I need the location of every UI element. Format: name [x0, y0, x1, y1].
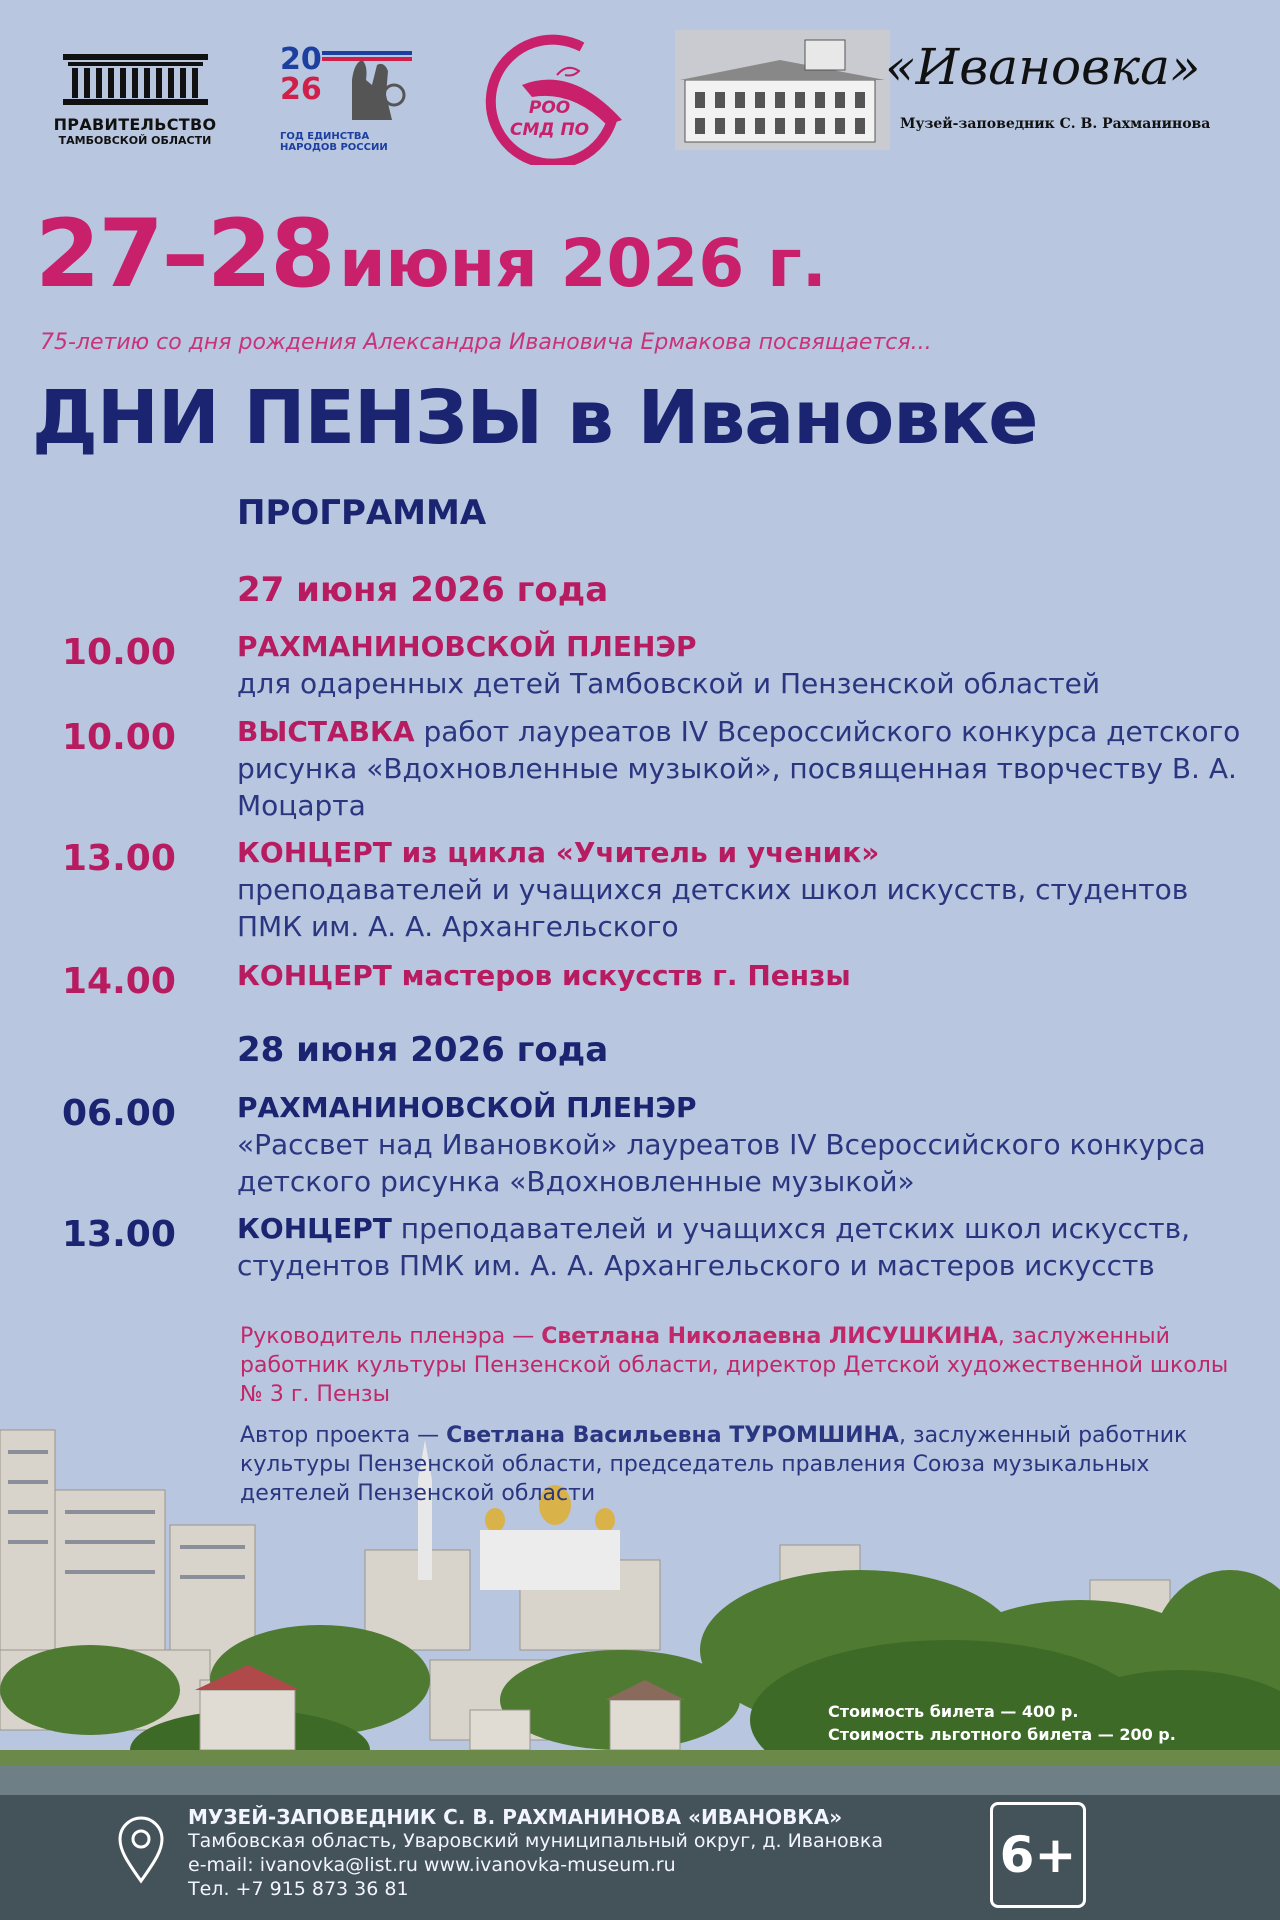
- museum-house-icon: [675, 30, 890, 150]
- event-time: 13.00: [62, 838, 176, 879]
- event-time: 10.00: [62, 717, 176, 758]
- government-logo: [45, 52, 225, 152]
- event-date-days: 27–28: [35, 200, 334, 309]
- museum-subtitle: Музей-заповедник С. В. Рахманинова: [900, 116, 1211, 132]
- event-title: РАХМАНИНОВСКОЙ ПЛЕНЭР: [237, 630, 697, 663]
- year-caption: [280, 131, 388, 153]
- event-dates: [35, 200, 827, 309]
- event-text: преподавателей и учащихся детских школ искусств, студентов ПМК им. А. А. Архангельского и мастеров искусств: [237, 1212, 1191, 1282]
- location-pin-icon: [116, 1815, 166, 1885]
- credit-project-author: [240, 1421, 1250, 1508]
- day1-heading: 27 июня 2026 года: [237, 570, 609, 610]
- event-date-month-year: июня 2026 г.: [339, 225, 827, 302]
- footer-museum-name: МУЗЕЙ-ЗАПОВЕДНИК С. В. РАХМАНИНОВА «ИВАНОВКА»: [188, 1805, 843, 1829]
- footer-contacts: [188, 1805, 883, 1901]
- event-time: 10.00: [62, 632, 176, 673]
- museum-name: «Ивановка»: [885, 38, 1201, 96]
- gov-logo-line2: ТАМБОВСКОЙ ОБЛАСТИ: [58, 134, 212, 147]
- event-item: [237, 1210, 1257, 1284]
- year-caption-line1: ГОД ЕДИНСТВА: [280, 131, 370, 142]
- credit1-prefix: Руководитель пленэра —: [240, 1324, 542, 1349]
- event-text: «Рассвет над Ивановкой» лауреатов IV Всероссийского конкурса детского рисунка «Вдохновленные музыкой»: [237, 1128, 1206, 1198]
- credit2-name: Светлана Васильевна ТУРОМШИНА: [446, 1423, 899, 1448]
- government-building-icon: [58, 52, 213, 107]
- credit-plein-air-leader: [240, 1322, 1250, 1409]
- event-text: для одаренных детей Тамбовской и Пензенской областей: [237, 667, 1101, 700]
- event-time: 13.00: [62, 1214, 176, 1255]
- footer-address: Тамбовская область, Уваровский муниципальный округ, д. Ивановка: [188, 1830, 883, 1852]
- event-title: РАХМАНИНОВСКОЙ ПЛЕНЭР: [237, 1091, 697, 1124]
- monument-icon: [322, 45, 412, 123]
- credit2-rest: , заслуженный работник культуры Пензенской области, председатель правления Союза музыкальных деятелей Пензенской области: [240, 1423, 1188, 1506]
- age-rating-badge: 6+: [990, 1802, 1086, 1908]
- roo-smd-logo-icon: [462, 25, 627, 165]
- roo-line1: РОО: [528, 98, 571, 118]
- footer-contacts-line: e-mail: ivanovka@list.ru www.ivanovka-museum.ru: [188, 1854, 676, 1876]
- event-title: КОНЦЕРТ мастеров искусств г. Пензы: [237, 959, 851, 992]
- credit1-name: Светлана Николаевна ЛИСУШКИНА: [541, 1324, 998, 1349]
- event-time: 06.00: [62, 1093, 176, 1134]
- year-caption-line2: НАРОДОВ РОССИИ: [280, 142, 388, 153]
- program-heading: ПРОГРАММА: [237, 493, 487, 533]
- event-text: преподавателей и учащихся детских школ искусств, студентов ПМК им. А. А. Архангельского: [237, 873, 1189, 943]
- year-of-unity-logo: [280, 42, 415, 155]
- year-top: 20: [280, 42, 322, 77]
- roo-line2: СМД ПО: [510, 120, 590, 140]
- event-item: [237, 628, 1257, 702]
- event-item: [237, 713, 1257, 824]
- event-title: ВЫСТАВКА: [237, 715, 415, 748]
- event-text: работ лауреатов IV Всероссийского конкурса детского рисунка «Вдохновленные музыкой», посвященная творчеству В. А. Моцарта: [237, 715, 1241, 822]
- event-item: [237, 834, 1257, 945]
- ticket-price: Стоимость билета — 400 р.: [828, 1702, 1079, 1721]
- credit2-prefix: Автор проекта —: [240, 1423, 447, 1448]
- dedication: 75-летию со дня рождения Александра Ивановича Ермакова посвящается...: [40, 330, 932, 355]
- footer-phone: Тел. +7 915 873 36 81: [188, 1878, 409, 1900]
- event-title: КОНЦЕРТ из цикла «Учитель и ученик»: [237, 836, 880, 869]
- credit1-rest: , заслуженный работник культуры Пензенской области, директор Детской художественной школы № 3 г. Пензы: [240, 1324, 1229, 1407]
- museum-logo: [675, 30, 1250, 150]
- event-title: КОНЦЕРТ: [237, 1212, 392, 1245]
- roo-smd-logo: [462, 25, 627, 165]
- year-bottom: 26: [280, 72, 322, 107]
- reduced-ticket-price: Стоимость льготного билета — 200 р.: [828, 1725, 1176, 1744]
- event-item: [237, 1089, 1257, 1200]
- event-time: 14.00: [62, 961, 176, 1002]
- event-item: [237, 957, 1257, 994]
- day2-heading: 28 июня 2026 года: [237, 1030, 609, 1070]
- gov-logo-line1: ПРАВИТЕЛЬСТВО: [53, 115, 217, 134]
- page-title: ДНИ ПЕНЗЫ в Ивановке: [32, 375, 1038, 461]
